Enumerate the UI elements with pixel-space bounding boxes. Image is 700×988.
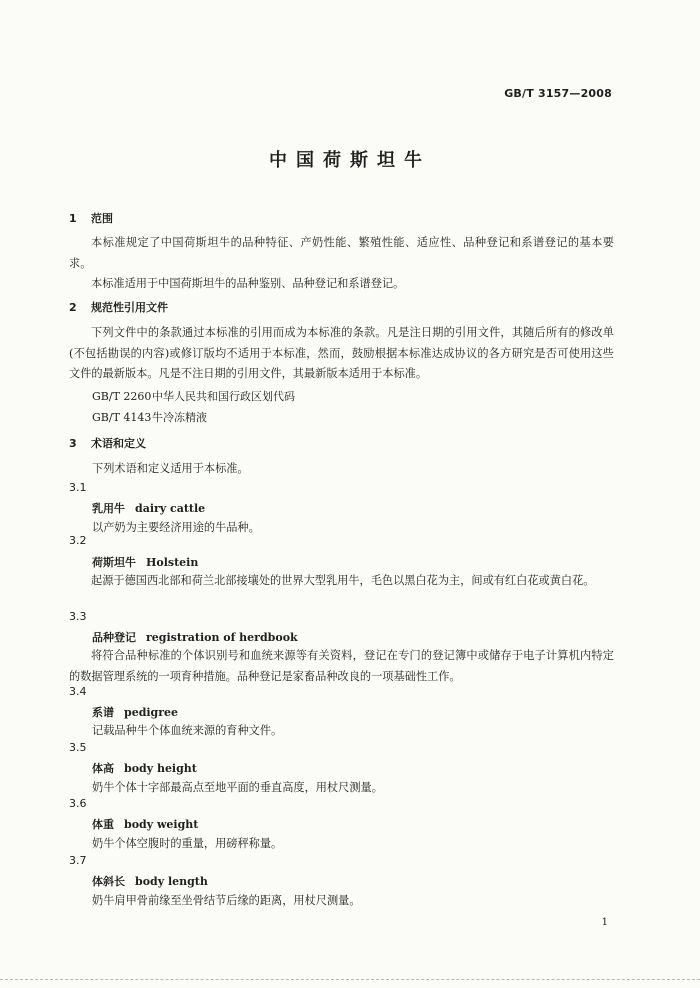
term-definition-block	[69, 646, 614, 687]
term-en: body weight	[124, 818, 199, 831]
term-en: dairy cattle	[135, 502, 206, 515]
term-zh: 体斜长	[92, 875, 125, 888]
section-title: 术语和定义	[91, 437, 146, 450]
reference-title: 中华人民共和国行政区划代码	[152, 390, 295, 403]
term-zh: 品种登记	[92, 631, 136, 644]
term-definition: 记载品种牛个体血统来源的育种文件。	[92, 724, 283, 737]
reference-item	[92, 388, 295, 404]
clause-number: 3.2	[69, 534, 87, 547]
term-heading	[92, 873, 208, 889]
page-number: 1	[601, 917, 608, 928]
section-1-body	[69, 233, 614, 295]
term-definition: 奶牛肩甲骨前缘至坐骨结节后缘的距离，用杖尺测量。	[92, 894, 361, 907]
term-en: body height	[124, 762, 197, 775]
section-number: 2	[69, 301, 77, 314]
term-zh: 体高	[92, 762, 114, 775]
section-3-intro: 下列术语和定义适用于本标准。	[92, 462, 249, 475]
clause-number: 3.4	[69, 685, 87, 698]
term-heading	[92, 629, 298, 645]
section-3-heading	[69, 435, 146, 451]
term-definition-block	[69, 571, 614, 592]
term-en: body length	[135, 875, 208, 888]
term-definition: 奶牛个体空腹时的重量，用磅秤称量。	[92, 837, 283, 850]
section-number: 3	[69, 437, 77, 450]
term-en: pedigree	[124, 706, 179, 719]
paragraph: 本标准适用于中国荷斯坦牛的品种鉴别、品种登记和系谱登记。	[91, 277, 405, 290]
term-heading	[92, 816, 198, 832]
term-definition: 将符合品种标准的个体识别号和血统来源等有关资料，登记在专门的登记簿中或储存于电子计算机内特定的数据管理系统的一项育种措施。品种登记是家畜品种改良的一项基础性工作。	[69, 649, 614, 683]
term-zh: 乳用牛	[92, 502, 125, 515]
reference-code: GB/T 4143	[92, 411, 152, 424]
reference-title: 牛冷冻精液	[152, 411, 207, 424]
section-title: 范围	[91, 212, 113, 225]
term-zh: 荷斯坦牛	[92, 556, 136, 569]
reference-item	[92, 409, 207, 425]
term-definition: 奶牛个体十字部最高点至地平面的垂直高度，用杖尺测量。	[92, 781, 383, 794]
term-definition: 起源于德国西北部和荷兰北部接壤处的世界大型乳用牛，毛色以黑白花为主，间或有红白花或黄白花。	[91, 574, 595, 587]
section-2-body	[69, 323, 614, 385]
page-edge-line	[0, 979, 700, 980]
clause-number: 3.7	[69, 854, 87, 867]
standard-code: GB/T 3157—2008	[504, 87, 612, 100]
section-number: 1	[69, 212, 77, 225]
clause-number: 3.5	[69, 741, 87, 754]
clause-number: 3.3	[69, 610, 87, 623]
clause-number: 3.6	[69, 797, 87, 810]
term-zh: 体重	[92, 818, 114, 831]
term-en: Holstein	[146, 556, 199, 569]
term-zh: 系谱	[92, 706, 114, 719]
term-heading	[92, 554, 198, 570]
term-definition: 以产奶为主要经济用途的牛品种。	[92, 521, 260, 534]
page-title: 中国荷斯坦牛	[269, 150, 431, 171]
reference-code: GB/T 2260	[92, 390, 152, 403]
paragraph: 下列文件中的条款通过本标准的引用而成为本标准的条款。凡是注日期的引用文件，其随后所有的修改单(不包括勘误的内容)或修订版均不适用于本标准，然而，鼓励根据本标准达成协议的各方研究是否可使用这些文件的最新版本。凡是不注日期的引用文件，其最新版本适用于本标准。	[69, 326, 614, 380]
section-title: 规范性引用文件	[91, 301, 168, 314]
section-1-heading	[69, 210, 113, 226]
term-heading	[92, 760, 197, 776]
clause-number: 3.1	[69, 481, 87, 494]
term-heading	[92, 704, 178, 720]
term-en: registration of herdbook	[146, 631, 298, 644]
paragraph: 本标准规定了中国荷斯坦牛的品种特征、产奶性能、繁殖性能、适应性、品种登记和系谱登记的基本要求。	[69, 236, 614, 270]
term-heading	[92, 500, 205, 516]
section-2-heading	[69, 299, 168, 315]
